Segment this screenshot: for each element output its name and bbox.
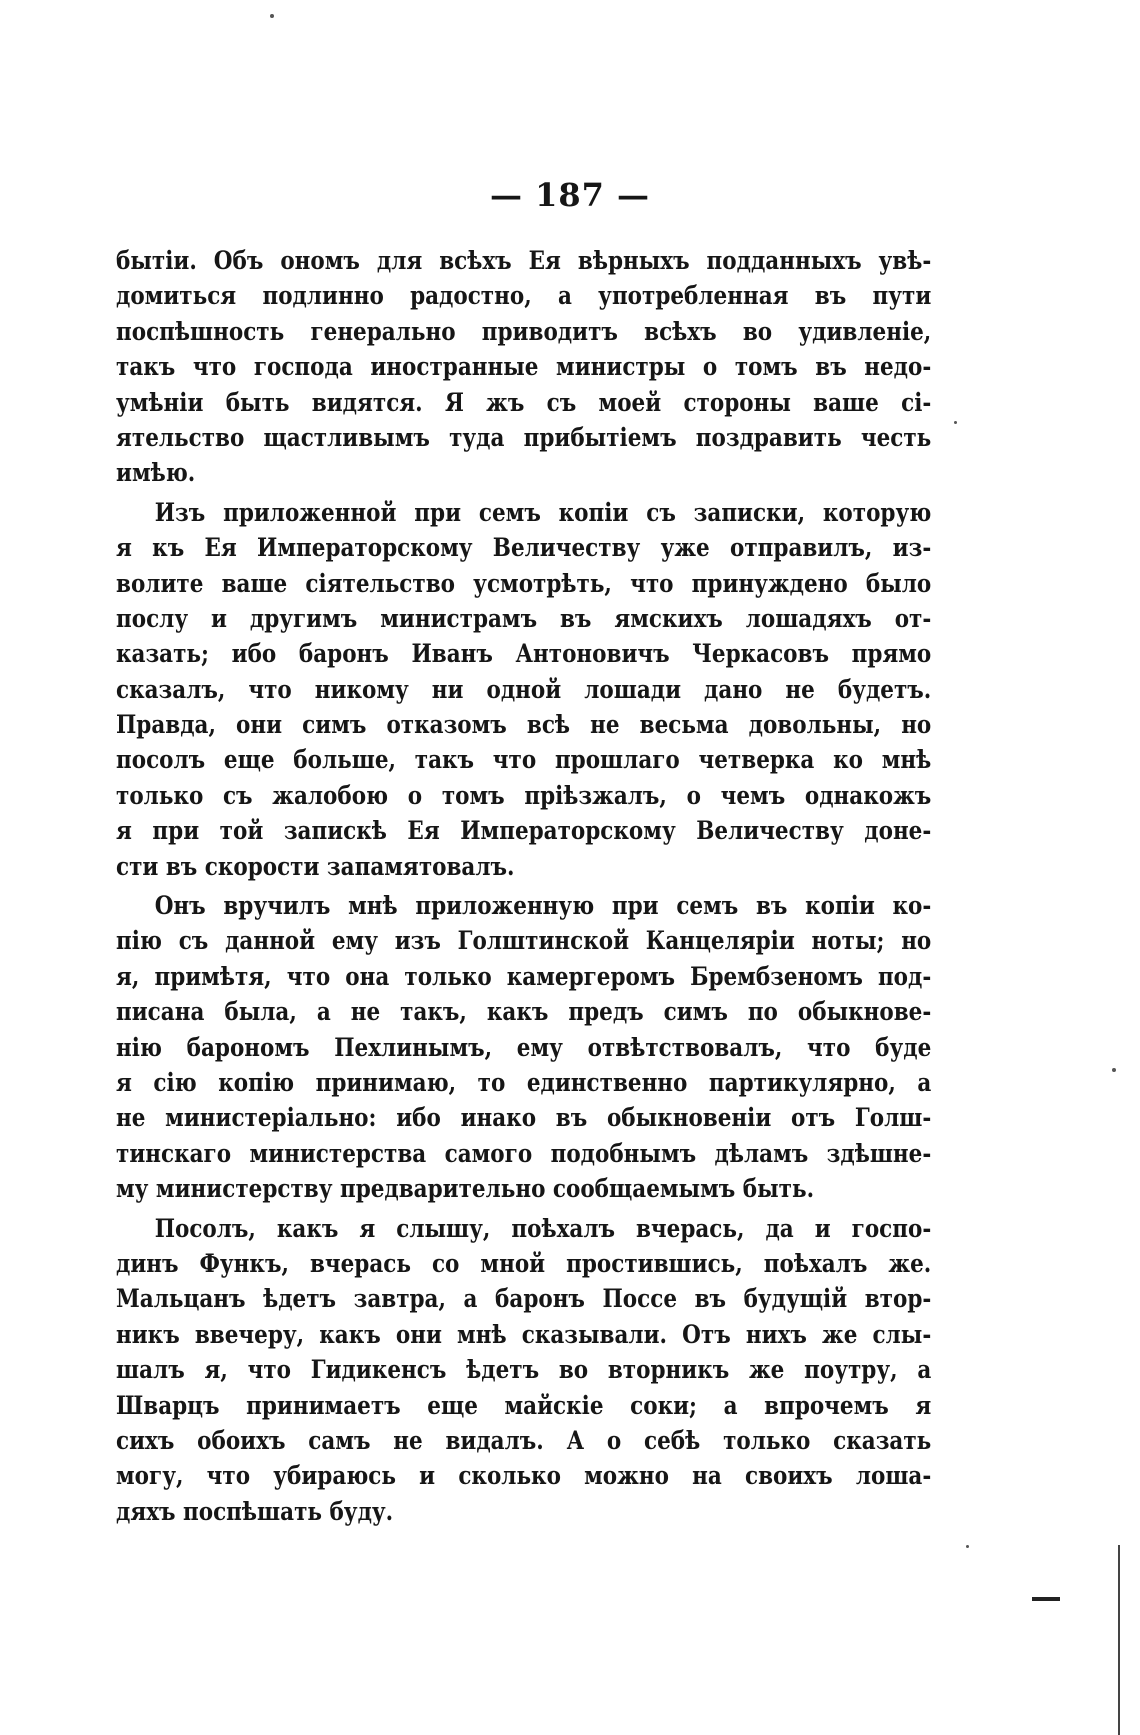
- text-line: я сію копію принимаю, то единственно партикулярно, а: [116, 1067, 932, 1097]
- text-line: казать; ибо баронъ Иванъ Антоновичъ Черкасовъ прямо: [116, 639, 932, 669]
- speck: [966, 1545, 969, 1548]
- text-line: сти въ скорости запамятовалъ.: [116, 851, 515, 881]
- text-line: могу, что убираюсь и сколько можно на своихъ лоша-: [116, 1461, 932, 1491]
- body-text: [116, 243, 931, 1529]
- text-line: тинскаго министерства самого подобнымъ дѣламъ здѣшне-: [116, 1138, 932, 1168]
- text-line: Изъ приложенной при семъ копіи съ записки, которую: [154, 497, 932, 527]
- text-line: не министеріально: ибо инако въ обыкновеніи отъ Голш-: [116, 1103, 932, 1133]
- text-line: поспѣшность генерально приводитъ всѣхъ во удивленіе,: [116, 316, 932, 346]
- text-line: никъ ввечеру, какъ они мнѣ сказывали. Отъ нихъ же слы-: [116, 1319, 932, 1349]
- speck: [1112, 1068, 1116, 1072]
- text-line: писана была, а не такъ, какъ предъ симъ по обыкнове-: [116, 997, 932, 1027]
- margin-dash-mark: [1032, 1597, 1060, 1601]
- text-line: Посолъ, какъ я слышу, поѣхалъ вчерась, да и госпо-: [154, 1213, 932, 1243]
- text-line: сказалъ, что никому ни одной лошади дано не будетъ.: [116, 674, 932, 704]
- text-line: му министерству предварительно сообщаемымъ быть.: [116, 1174, 815, 1204]
- page-number: — 187 —: [489, 176, 651, 214]
- text-line: ятельство щастливымъ туда прибытіемъ поздравить честь: [116, 422, 932, 452]
- paragraph: [116, 243, 931, 491]
- paragraph: [116, 888, 931, 1207]
- speck: [270, 14, 274, 18]
- text-line: Шварцъ принимаетъ еще майскіе соки; а впрочемъ я: [116, 1390, 932, 1420]
- text-line: дяхъ поспѣшать буду.: [116, 1496, 394, 1526]
- text-line: такъ что господа иностранные министры о томъ въ недо-: [116, 352, 932, 382]
- text-line: только съ жалобою о томъ пріѣзжалъ, о чемъ однакожъ: [116, 780, 932, 810]
- text-line: умѣніи быть видятся. Я жъ съ моей стороны ваше сі-: [116, 387, 932, 417]
- text-line: шалъ я, что Гидикенсъ ѣдетъ во вторникъ же поутру, а: [116, 1355, 932, 1385]
- text-line: послу и другимъ министрамъ въ ямскихъ лошадяхъ от-: [116, 603, 932, 633]
- text-line: пію съ данной ему изъ Голштинской Канцеляріи ноты; но: [116, 926, 932, 956]
- text-line: имѣю.: [116, 458, 196, 488]
- text-line: домиться подлинно радостно, а употребленная въ пути: [116, 281, 932, 311]
- speck: [954, 421, 957, 424]
- paragraph: [116, 495, 931, 884]
- text-line: волите ваше сіятельство усмотрѣть, что принуждено было: [116, 568, 932, 598]
- text-line: я при той запискѣ Ея Императорскому Величеству доне-: [116, 816, 932, 846]
- text-line: сихъ обоихъ самъ не видалъ. А о себѣ только сказать: [116, 1425, 932, 1455]
- paragraph: [116, 1211, 931, 1530]
- text-line: Правда, они симъ отказомъ всѣ не весьма довольны, но: [116, 710, 932, 740]
- page-edge-line: [1118, 1545, 1120, 1735]
- text-line: нію барономъ Пехлинымъ, ему отвѣтствовалъ, что буде: [116, 1032, 932, 1062]
- text-line: бытіи. Объ ономъ для всѣхъ Ея вѣрныхъ подданныхъ увѣ-: [116, 246, 932, 275]
- text-line: Мальцанъ ѣдетъ завтра, а баронъ Поссе въ будущій втор-: [116, 1284, 932, 1314]
- text-line: я къ Ея Императорскому Величеству уже отправилъ, из-: [116, 533, 932, 563]
- text-line: Онъ вручилъ мнѣ приложенную при семъ въ копіи ко-: [154, 891, 932, 921]
- text-line: посолъ еще больше, такъ что прошлаго четверка ко мнѣ: [116, 745, 932, 775]
- text-line: я, примѣтя, что она только камергеромъ Брембзеномъ под-: [116, 961, 932, 991]
- text-line: динъ Функъ, вчерась со мной простившись, поѣхалъ же.: [116, 1248, 932, 1278]
